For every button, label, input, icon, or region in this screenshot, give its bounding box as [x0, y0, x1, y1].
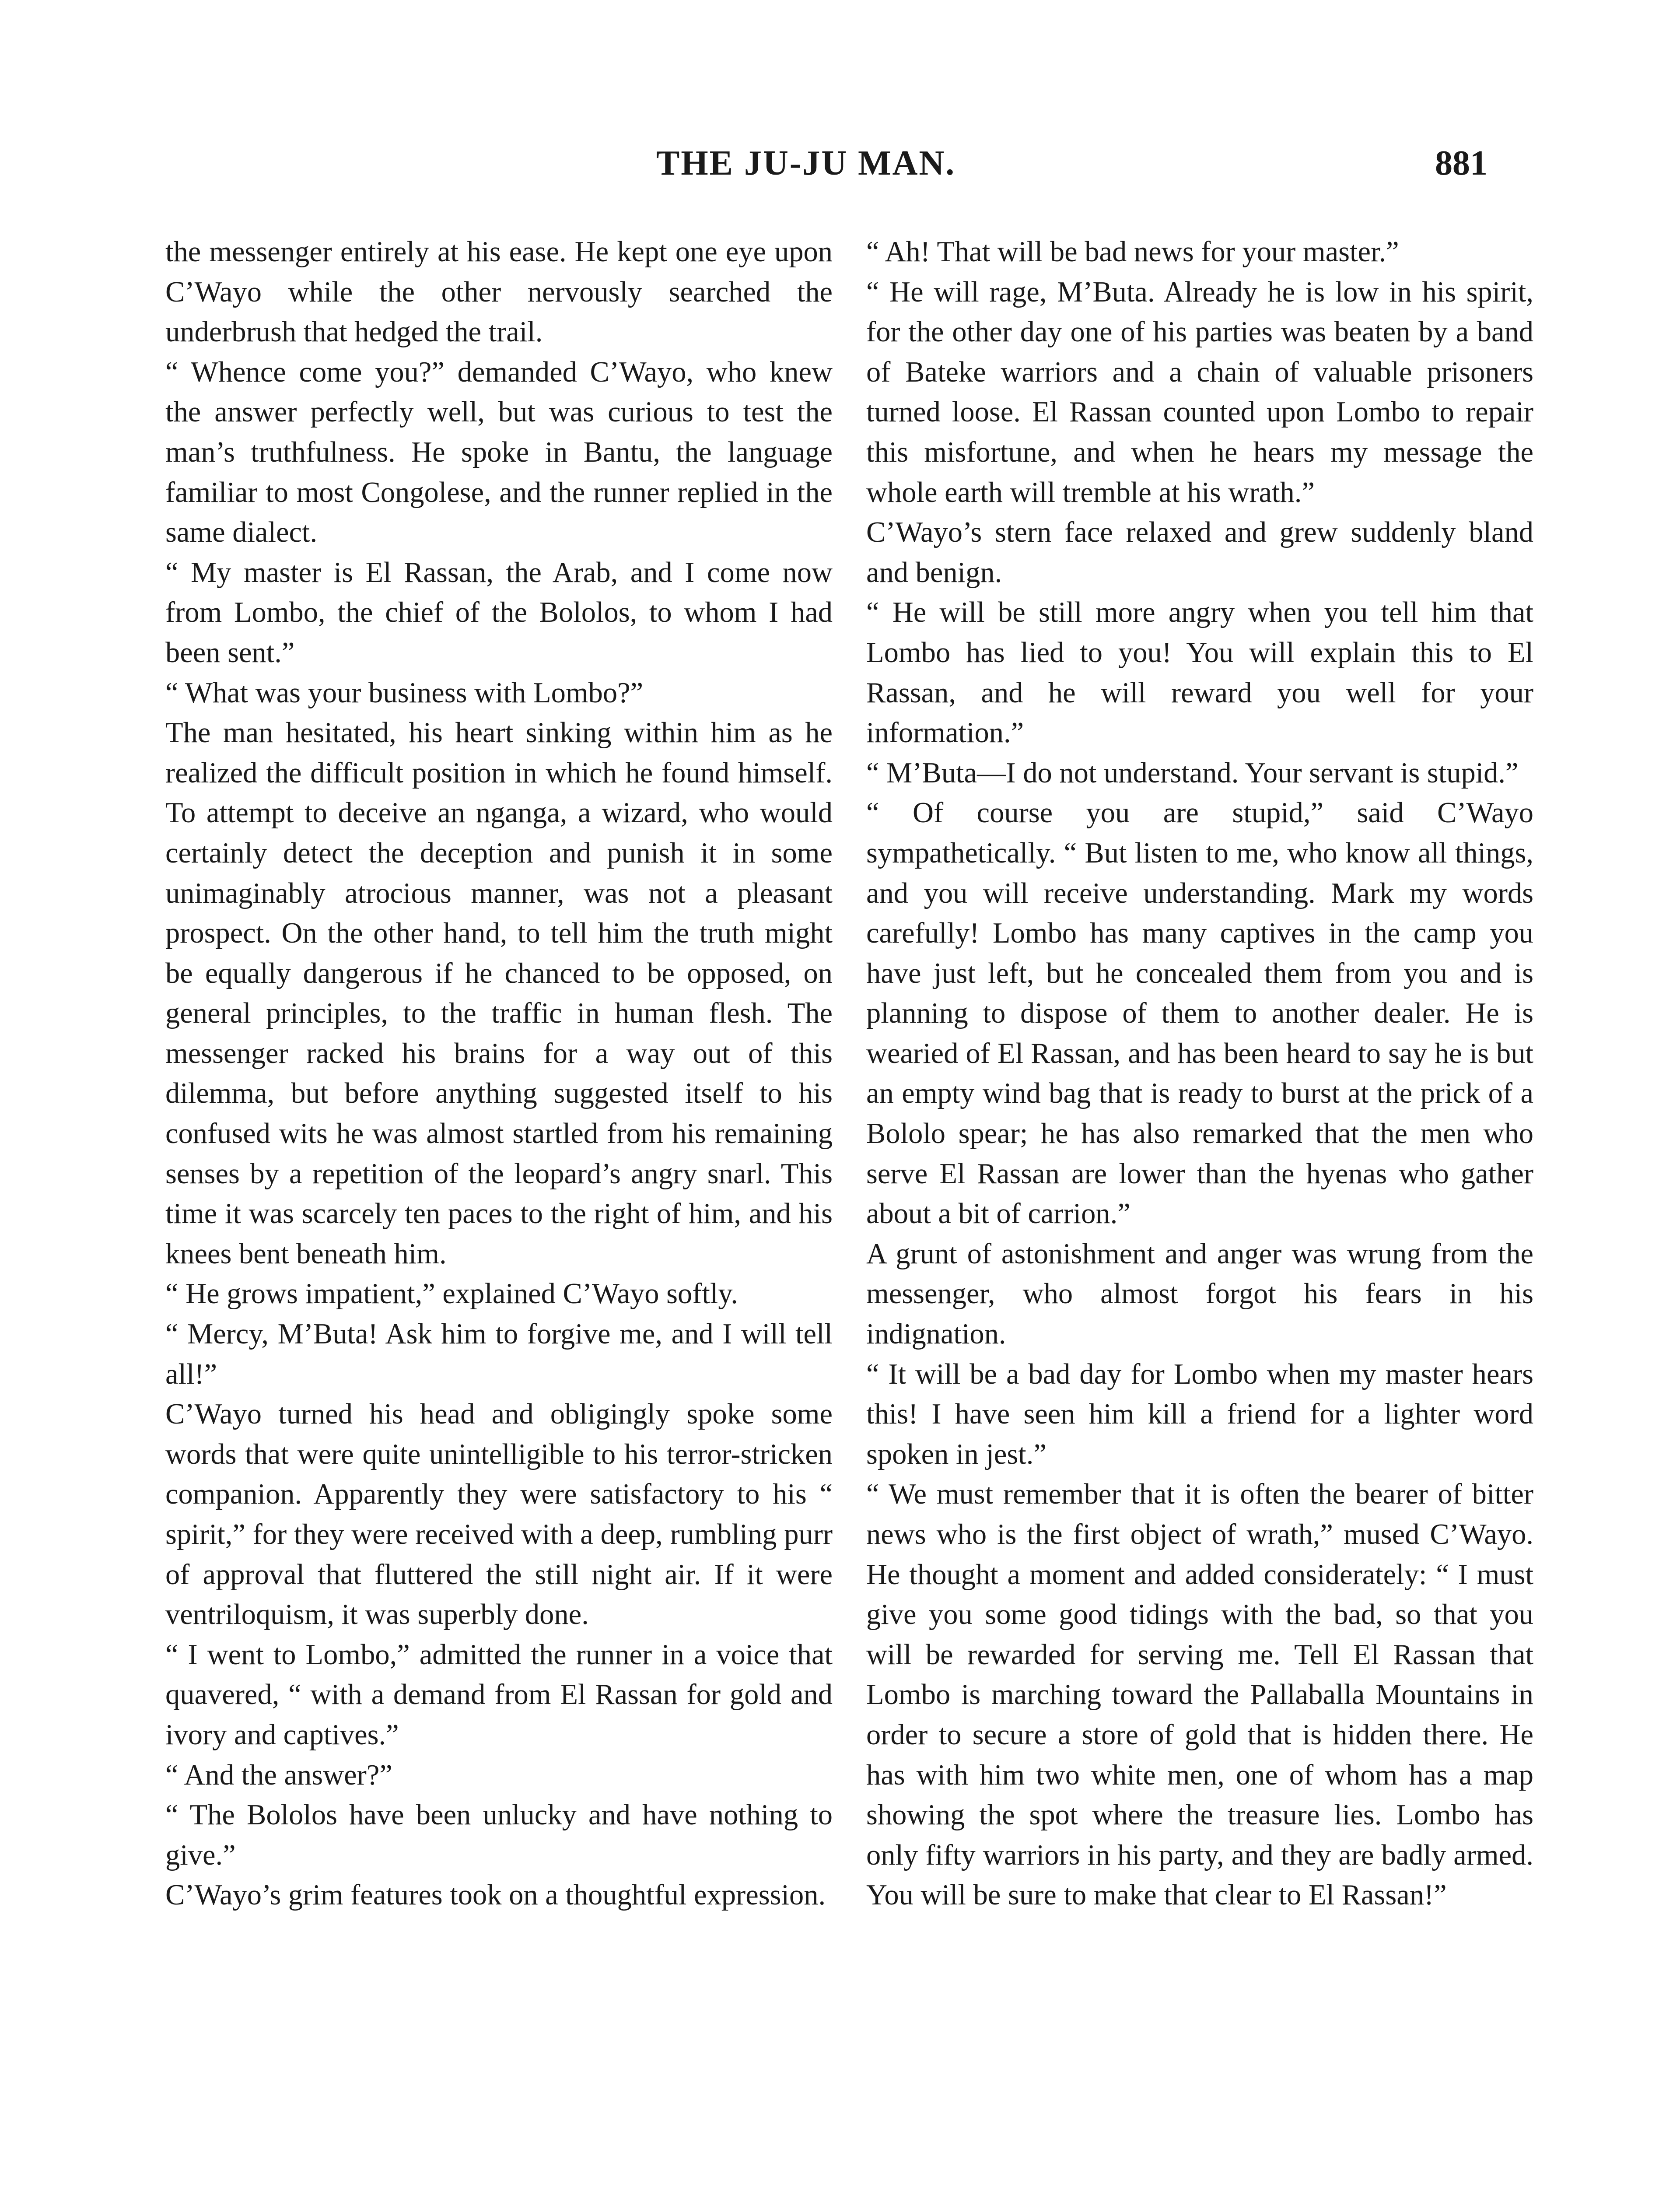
paragraph: “ M’Buta—I do not understand. Your servant is stupid.” [866, 757, 1519, 789]
paragraph: “ He grows impatient,” explained C’Wayo softly. [165, 1278, 738, 1310]
page-title: THE JU-JU MAN. [656, 144, 956, 182]
paragraph: “ And the answer?” [165, 1759, 392, 1791]
paragraph: “ We must remember that it is often the bearer of bitter news who is the first object of wrath,” mused C’Wayo. He thought a moment and added considerately: “ I must give you some good tidings with the bad, so that you will be rewarded for serving me. Tell El Rassan that Lombo is marching toward the Pallaballa Mountains in order to secure a store of gold that is hidden there. He has with him two white men, one of whom has a map showing the spot where the treasure lies. Lombo has only fifty warriors in his party, and they are badly armed. You will be sure to make that clear to El Rassan!” [866, 1478, 1533, 1911]
paragraph: “ The Bololos have been unlucky and have nothing to give.” [165, 1799, 833, 1871]
running-head [0, 144, 1680, 196]
paragraph: the messenger entirely at his ease. He kept one eye upon C’Wayo while the other nervously searched the underbrush that hedged the trail. [165, 236, 833, 348]
paragraph: “ I went to Lombo,” admitted the runner in a voice that quavered, “ with a demand from El Rassan for gold and ivory and captives.” [165, 1638, 833, 1751]
paragraph: “ It will be a bad day for Lombo when my master hears this! I have seen him kill a friend for a lighter word spoken in jest.” [866, 1358, 1533, 1470]
paragraph: “ Mercy, M’Buta! Ask him to forgive me, and I will tell all!” [165, 1318, 833, 1390]
paragraph: “ Whence come you?” demanded C’Wayo, who knew the answer perfectly well, but was curious to test the man’s truthfulness. He spoke in Bantu, the language familiar to most Congolese, and the runner replied in the same dialect. [165, 356, 833, 549]
paragraph: “ Of course you are stupid,” said C’Wayo sympathetically. “ But listen to me, who know all things, and you will receive understanding. Mark my words carefully! Lombo has many captives in the camp you have just left, but he concealed them from you and is planning to dispose of them to another dealer. He is wearied of El Rassan, and has been heard to say he is but an empty wind bag that is ready to burst at the prick of a Bololo spear; he has also remarked that the men who serve El Rassan are lower than the hyenas who gather about a bit of carrion.” [866, 797, 1533, 1230]
right-column [866, 232, 1533, 1915]
paragraph: “ He will rage, M’Buta. Already he is low in his spirit, for the other day one of his parties was beaten by a band of Bateke warriors and a chain of valuable prisoners turned loose. El Rassan counted upon Lombo to repair this misfortune, and when he hears my message the whole earth will tremble at his wrath.” [866, 276, 1533, 508]
paragraph: “ My master is El Rassan, the Arab, and I come now from Lombo, the chief of the Bololos, to whom I had been sent.” [165, 556, 833, 669]
paragraph: “ What was your business with Lombo?” [165, 677, 644, 709]
paragraph: C’Wayo’s stern face relaxed and grew suddenly bland and benign. [866, 516, 1533, 589]
paragraph: A grunt of astonishment and anger was wrung from the messenger, who almost forgot his fears in his indignation. [866, 1238, 1533, 1350]
paragraph: The man hesitated, his heart sinking within him as he realized the difficult position in which he found himself. To attempt to deceive an nganga, a wizard, who would certainly detect the deception and punish it in some unimaginably atrocious manner, was not a pleasant prospect. On the other hand, to tell him the truth might be equally dangerous if he chanced to be opposed, on general principles, to the traffic in human flesh. The messenger racked his brains for a way out of this dilemma, but before anything suggested itself to his confused wits he was almost startled from his remaining senses by a repetition of the leopard’s angry snarl. This time it was scarcely ten paces to the right of him, and his knees bent beneath him. [165, 717, 833, 1270]
page-number: 881 [1435, 144, 1488, 182]
paragraph: C’Wayo turned his head and obligingly spoke some words that were quite unintelligible to his terror-stricken companion. Apparently they were satisfactory to his “ spirit,” for they were received with a deep, rumbling purr of approval that fluttered the still night air. If it were ventriloquism, it was superbly done. [165, 1398, 833, 1631]
paragraph: C’Wayo’s grim features took on a thoughtful expression. [165, 1879, 826, 1911]
paragraph: “ He will be still more angry when you tell him that Lombo has lied to you! You will explain this to El Rassan, and he will reward you well for your information.” [866, 596, 1533, 749]
paragraph: “ Ah! That will be bad news for your master.” [866, 236, 1399, 268]
left-column [165, 232, 833, 1915]
